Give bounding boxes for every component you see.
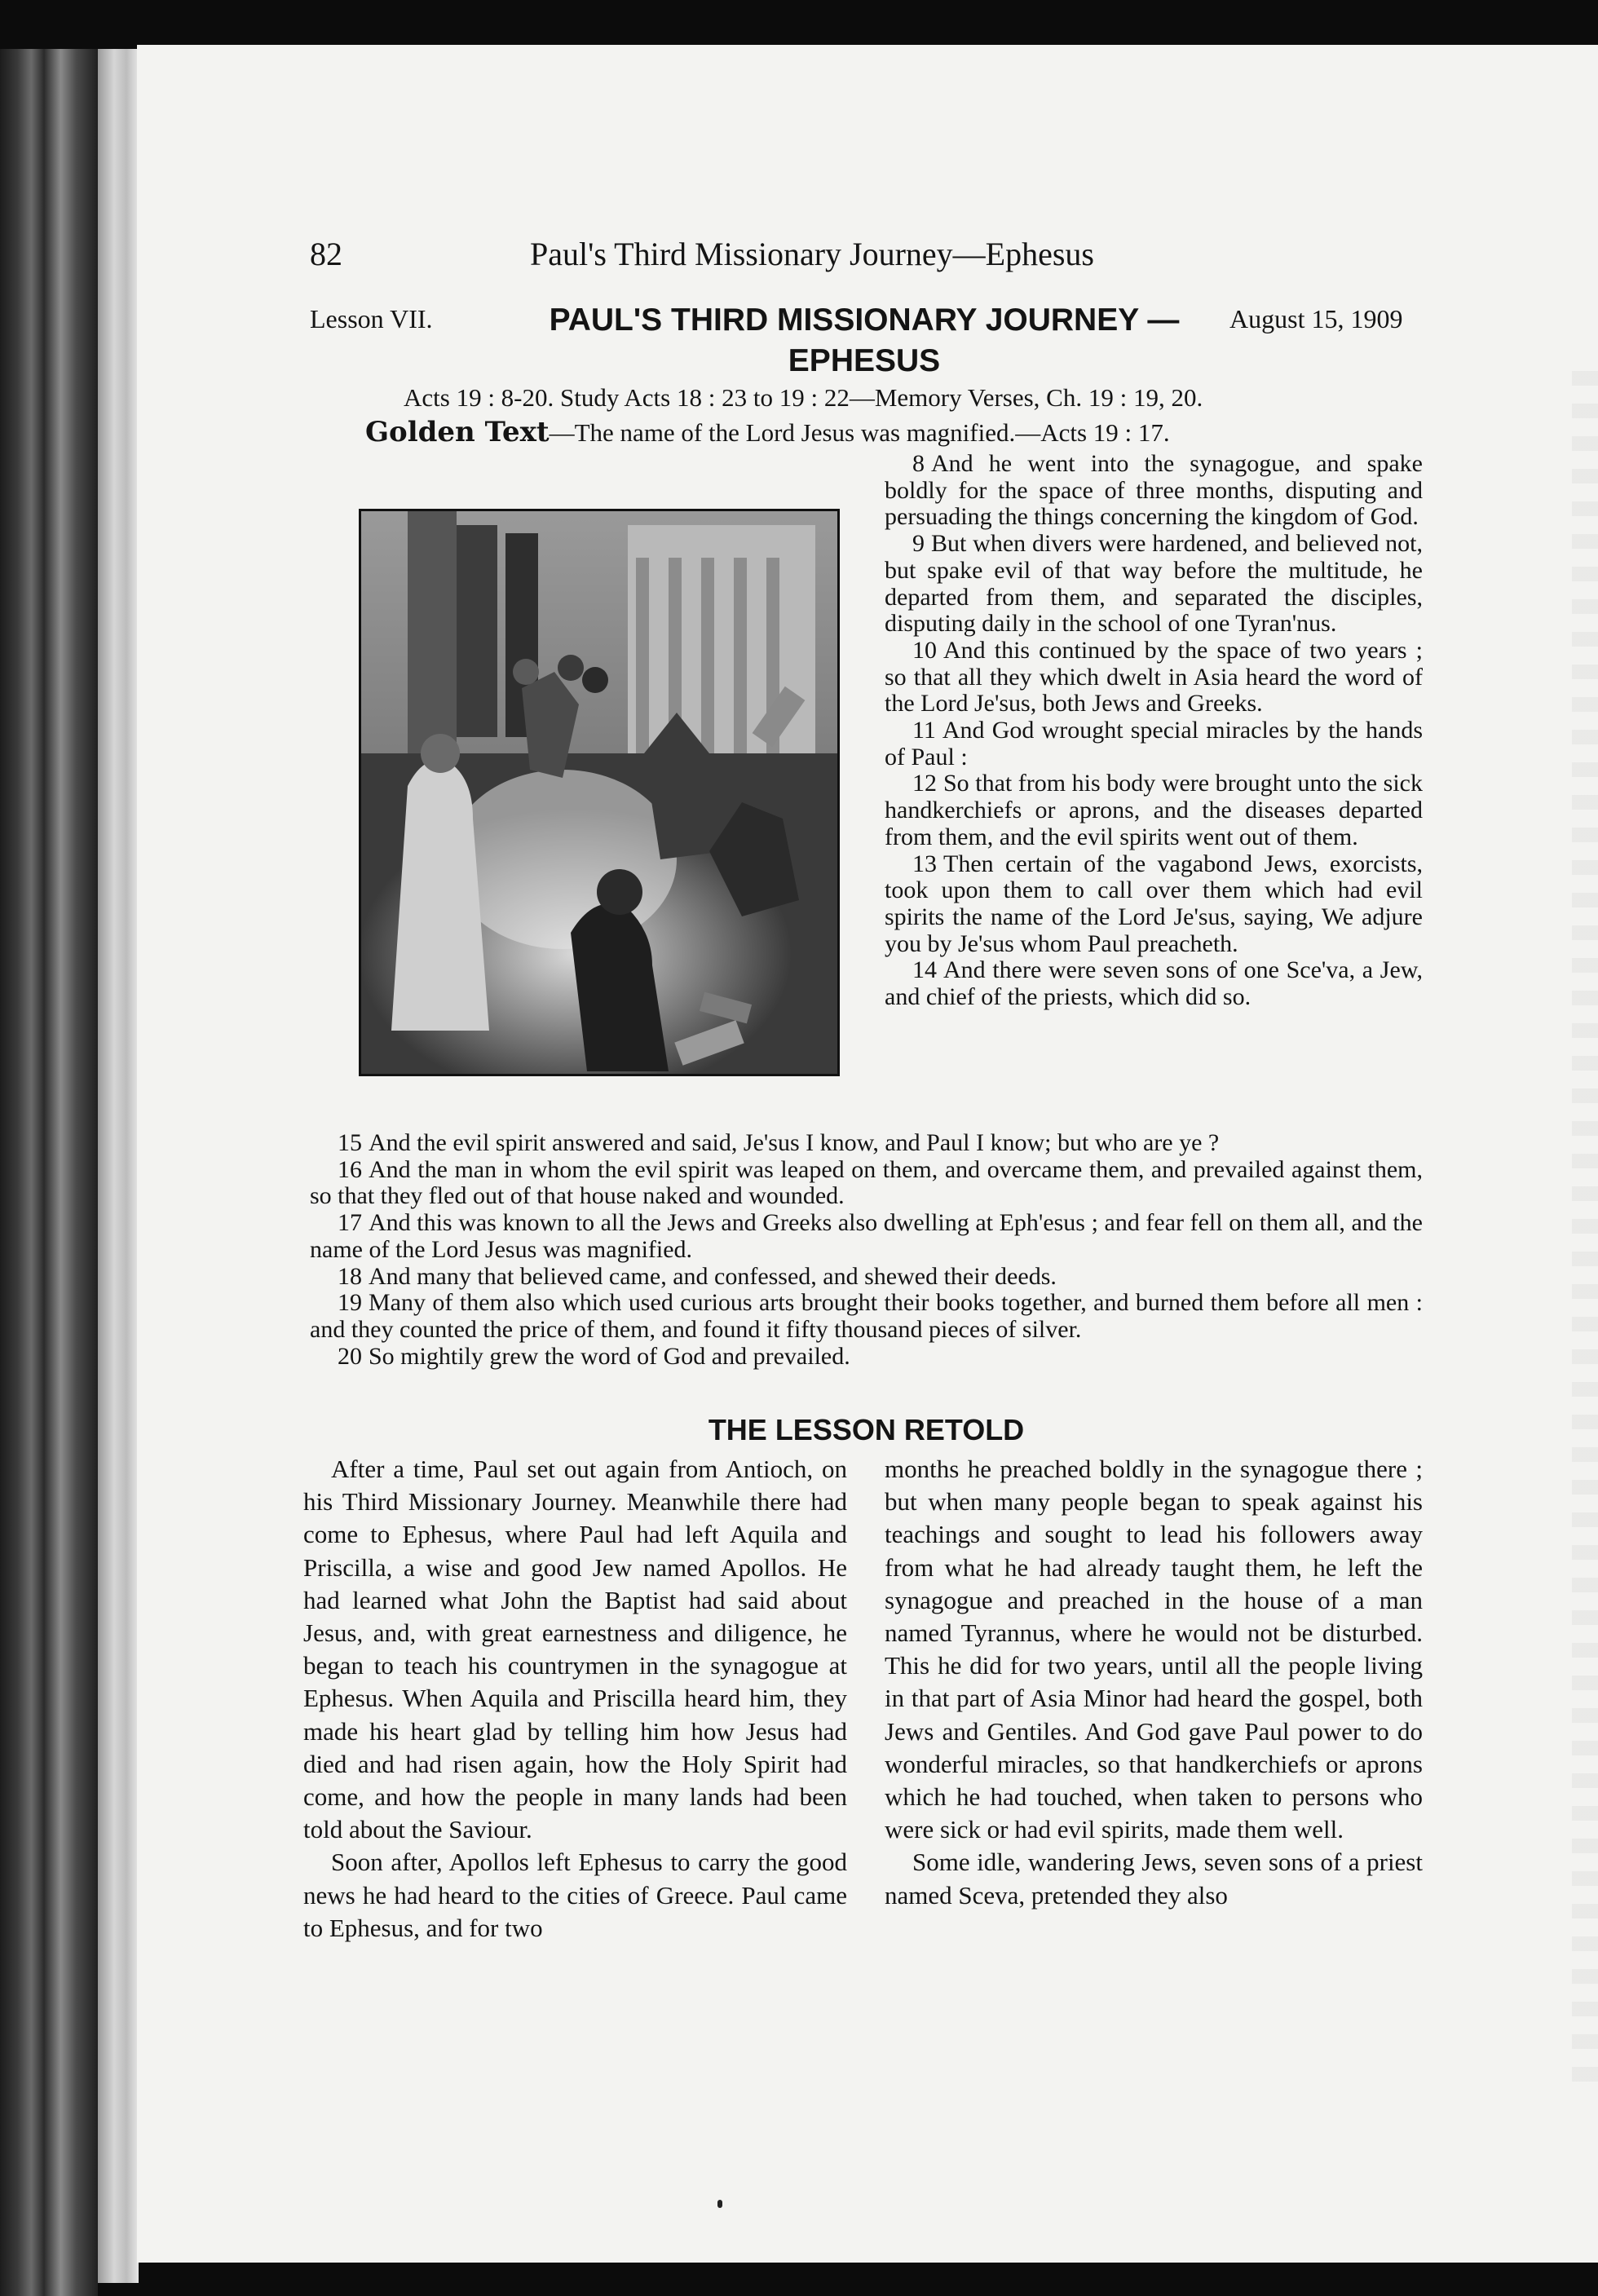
verse-number: 14 <box>912 956 937 984</box>
verse-17 <box>310 1210 1423 1263</box>
verse-16 <box>310 1157 1423 1210</box>
verse-20 <box>310 1344 1423 1371</box>
verse-text: Many of them also which used curious arts brought their books together, and burned them before all men : and they counted the price of them, and found it fifty thousand pieces of silver. <box>310 1289 1423 1343</box>
verse-text: And this continued by the space of two years ; so that all they which dwelt in Asia heard the word of the Lord Je'sus, both Jews and Greeks. <box>885 636 1423 718</box>
page-edges <box>98 49 139 2283</box>
verse-text: And the man in whom the evil spirit was leaped on them, and overcame them, and prevailed against them, so that they fled out of that house naked and wounded. <box>310 1155 1423 1210</box>
verse-10 <box>885 638 1423 718</box>
illustration-burning-books <box>359 509 840 1076</box>
lesson-date: August 15, 1909 <box>1229 304 1403 333</box>
verse-number: 10 <box>912 636 937 664</box>
verse-11 <box>885 718 1423 770</box>
verse-number: 18 <box>338 1262 362 1290</box>
verse-text: And many that believed came, and confessed, and shewed their deeds. <box>369 1262 1057 1290</box>
lesson-retold-heading: THE LESSON RETOLD <box>708 1413 1025 1446</box>
verse-15 <box>310 1130 1423 1157</box>
verse-number: 20 <box>338 1342 362 1370</box>
verse-number: 11 <box>912 717 936 744</box>
verse-text: And the evil spirit answered and said, Je'sus I know, and Paul I know; but who are ye ? <box>369 1129 1220 1156</box>
retold-paragraph: months he preached boldly in the synagogue there ; but when many people began to speak against his teachings and sought to lead his followers away from what he had already taught them, he left the synagogue and preached in the house of a man named Tyrannus, where he would not be disturbed. This he did for two years, until all the people living in that part of Asia Minor had heard the gospel, both Jews and Gentiles. And God gave Paul power to do wonderful miracles, so that handkerchiefs or aprons which he had touched, when taken to persons who were sick or had evil spirits, made them well. <box>885 1455 1423 1844</box>
verses-right-column <box>885 451 1423 1011</box>
retold-paragraph: After a time, Paul set out again from Antioch, on his Third Missionary Journey. Meanwhile there had come to Ephesus, where Paul had left Aquila and Priscilla, a wise and good Jew named Apollos. He had learned what John the Baptist had said about Jesus, and, with great earnestness and diligence, he began to teach his countrymen in the synagogue at Ephesus. When Aquila and Priscilla heard him, they made his heart glad by telling him how Jesus had died and had risen again, how the Holy Spirit had come, and how the people in many lands had been told about the Saviour. <box>303 1455 847 1844</box>
retold-paragraph: Some idle, wandering Jews, seven sons of a priest named Sceva, pretended they also <box>885 1848 1423 1910</box>
scripture-reference: Acts 19 : 8-20. Study Acts 18 : 23 to 19 : 22—Memory Verses, Ch. 19 : 19, 20. <box>404 383 1203 412</box>
verse-8 <box>885 451 1423 531</box>
verse-number: 13 <box>912 850 937 877</box>
verse-text: And there were seven sons of one Sce'va, a Jew, and chief of the priests, which did so. <box>885 956 1423 1011</box>
retold-right-column <box>885 1453 1423 1912</box>
lesson-title: PAUL'S THIRD MISSIONARY JOURNEY —EPHESUS <box>549 302 1180 378</box>
golden-text-label: Golden Text <box>365 416 550 448</box>
verse-number: 12 <box>912 770 937 797</box>
running-head <box>310 235 1207 276</box>
book-binding <box>0 49 98 2296</box>
verse-13 <box>885 851 1423 958</box>
running-title: Paul's Third Missionary Journey—Ephesus <box>530 236 1094 272</box>
verse-14 <box>885 957 1423 1010</box>
verse-text: So mightily grew the word of God and prevailed. <box>369 1342 850 1370</box>
golden-text <box>365 416 1170 448</box>
retold-left-column <box>303 1453 847 1945</box>
verse-number: 17 <box>338 1209 362 1237</box>
verse-number: 19 <box>338 1289 362 1317</box>
print-speck <box>717 2200 722 2208</box>
golden-text-body: —The name of the Lord Jesus was magnified.—Acts 19 : 17. <box>549 418 1170 447</box>
verse-18 <box>310 1264 1423 1291</box>
verses-full-width <box>310 1130 1423 1370</box>
verse-19 <box>310 1290 1423 1343</box>
verse-text: And he went into the synagogue, and spake boldly for the space of three months, disputing and persuading the things concerning the kingdom of God. <box>885 450 1423 531</box>
verse-number: 9 <box>912 530 925 558</box>
verse-text: And God wrought special miracles by the hands of Paul : <box>885 717 1423 770</box>
show-through-text <box>1572 371 1598 2083</box>
verse-text: But when divers were hardened, and believed not, but spake evil of that way before the multitude, he departed from them, and separated the disciples, disputing daily in the school of one Tyran'nus. <box>885 530 1423 638</box>
verse-text: So that from his body were brought unto the sick handkerchiefs or aprons, and the diseases departed from them, and the evil spirits went out of them. <box>885 770 1423 850</box>
verse-12 <box>885 770 1423 850</box>
retold-paragraph: Soon after, Apollos left Ephesus to carry the good news he had heard to the cities of Greece. Paul came to Ephesus, and for two <box>303 1848 847 1942</box>
verse-number: 15 <box>338 1129 362 1156</box>
verse-number: 16 <box>338 1155 362 1183</box>
verse-text: Then certain of the vagabond Jews, exorcists, took upon them to call over them which had evil spirits the name of the Lord Je'sus, saying, We adjure you by Je'sus whom Paul preacheth. <box>885 850 1423 957</box>
page-number: 82 <box>310 236 342 272</box>
lesson-illustration <box>359 509 840 1076</box>
verse-text: And this was known to all the Jews and Greeks also dwelling at Eph'esus ; and fear fell on them all, and the name of the Lord Jesus was magnified. <box>310 1209 1423 1263</box>
verse-9 <box>885 531 1423 638</box>
verse-number: 8 <box>912 450 925 477</box>
lesson-label: Lesson VII. <box>310 304 433 333</box>
